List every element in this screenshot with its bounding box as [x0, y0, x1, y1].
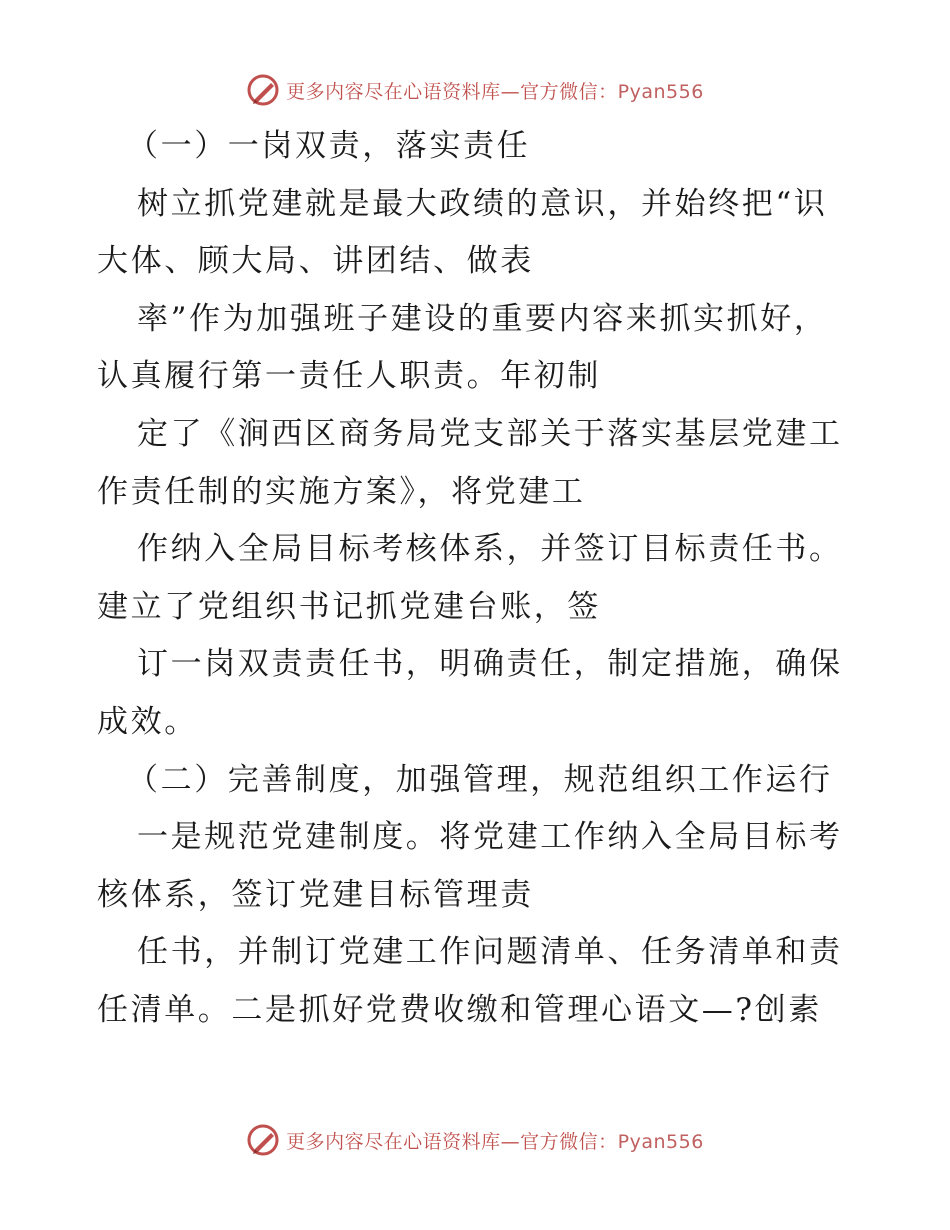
paragraph-line: 作责任制的实施方案》，将党建工: [97, 473, 586, 510]
wechat-id: Pyan556: [617, 1130, 704, 1153]
paragraph-line: 树立抓党建就是最大政绩的意识，并始终把“识: [137, 185, 828, 222]
banner-text: [286, 77, 704, 104]
paragraph-line: 任清单。二是抓好党费收缴和管理心语文—?创素: [97, 991, 822, 1028]
paragraph-line: 认真履行第一责任人职责。年初制: [97, 358, 601, 395]
paragraph-line: 核体系，签订党建目标管理责: [97, 876, 534, 913]
pen-logo-icon: [246, 1123, 280, 1157]
paragraph-line: 定了《涧西区商务局党支部关于落实基层党建工: [137, 415, 843, 452]
header-banner: [0, 70, 950, 110]
paragraph-line: 作纳入全局目标考核体系，并签订目标责任书。: [137, 531, 843, 568]
paragraph-line: 一是规范党建制度。将党建工作纳入全局目标考: [137, 819, 843, 856]
wechat-id: Pyan556: [617, 80, 704, 103]
section-heading-2: （二）完善制度，加强管理，规范组织工作运行: [127, 761, 833, 798]
pen-logo-icon: [246, 73, 280, 107]
paragraph-line: 建立了党组织书记抓党建台账，签: [97, 588, 601, 625]
banner-slogan: 更多内容尽在心语资料库—官方微信：: [286, 1130, 618, 1153]
document-body: [97, 118, 857, 1040]
paragraph-line: 率”作为加强班子建设的重要内容来抓实抓好，: [137, 300, 828, 337]
paragraph-line: 成效。: [97, 703, 198, 740]
paragraph-line: 任书，并制订党建工作问题清单、任务清单和责: [137, 934, 843, 971]
section-heading-1: （一）一岗双责，落实责任: [127, 128, 531, 164]
banner-slogan: 更多内容尽在心语资料库—官方微信：: [286, 80, 618, 103]
paragraph-line: 订一岗双责责任书，明确责任，制定措施，确保: [137, 646, 843, 683]
paragraph-line: 大体、顾大局、讲团结、做表: [97, 243, 534, 280]
banner-text: [286, 1127, 704, 1154]
footer-banner: [0, 1120, 950, 1160]
